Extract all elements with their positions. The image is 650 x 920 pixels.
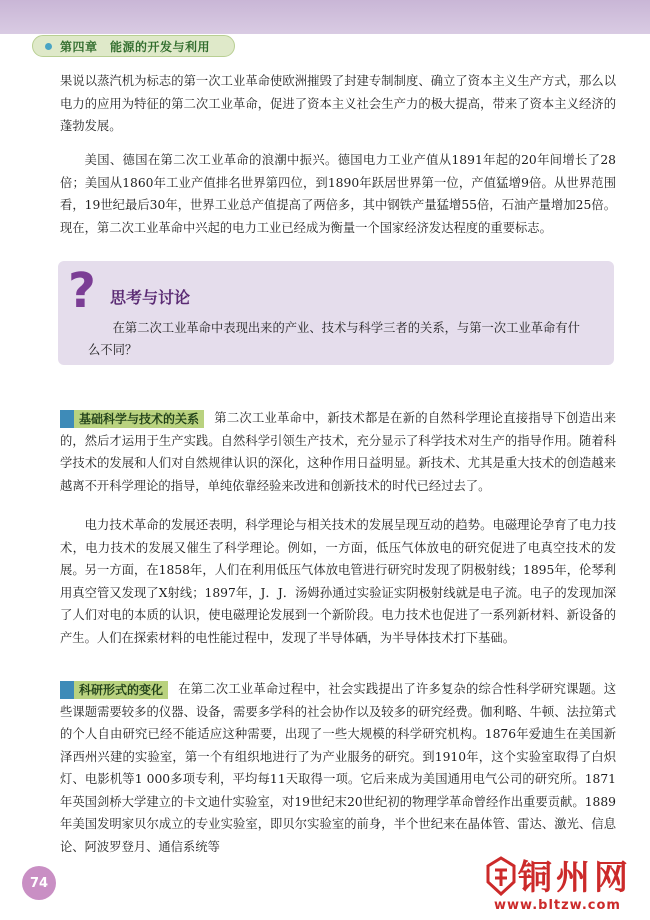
bullet-dot-icon — [45, 43, 52, 50]
watermark-logo-icon — [484, 856, 518, 896]
chapter-header — [32, 35, 235, 57]
chapter-title: 第四章 能源的开发与利用 — [60, 39, 211, 54]
section-science-tech-paragraph-1 — [60, 407, 616, 497]
section-research-form-text: 在第二次工业革命过程中，社会实践提出了许多复杂的综合性科学研究课题。这些课题需要较多的仪器、设备，需要多学科的社会协作以及较多的研究经费。伽利略、牛顿、法拉第式的个人自由研究已经不能适应这种需要，出现了一些大规模的科学研究机构。1876年爱迪生在美国新泽西州兴建的实验室，第一个有组织地进行了为产业服务的研究。到1910年，这个实验室取得了白炽灯、电影机等1 000多项专利，平均每11天取得一项。它后来成为美国通用电气公司的研究所。1871年英国剑桥大学建立的卡文迪什实验室，对19世纪末20世纪初的物理学革命曾经作出重要贡献。1889年美国发明家贝尔成立的专业实验室，即贝尔实验室的前身，半个世纪来在晶体管、雷达、激光、信息论、阿波罗登月、通信系统等 — [60, 682, 616, 854]
section-research-form-paragraph — [60, 678, 616, 858]
question-mark-icon: ? — [68, 263, 96, 319]
watermark-title: 铜州网 — [518, 858, 632, 898]
section-label-research-form: 科研形式的变化 — [60, 681, 168, 699]
think-discuss-box — [58, 261, 614, 365]
body-paragraph-2: 美国、德国在第二次工业革命的浪潮中振兴。德国电力工业产值从1891年起的20年间增长了28倍；美国从1860年工业产值排名世界第四位，到1890年跃居世界第一位，产值猛增9倍。从世界范围看，19世纪最后30年，世界工业总产值提高了两倍多，其中钢铁产量猛增55倍，石油产量增加25倍。现在，第二次工业革命中兴起的电力工业已经成为衡量一个国家经济发达程度的重要标志。 — [60, 153, 616, 235]
think-discuss-text: 在第二次工业革命中表现出来的产业、技术与科学三者的关系，与第一次工业革命有什么不同？ — [88, 321, 580, 357]
section-science-tech-text-1: 第二次工业革命中，新技术都是在新的自然科学理论直接指导下创造出来的，然后才运用于生产实践。自然科学引领生产技术，充分显示了科学技术对生产的指导作用。随着科学技术的发展和人们对自然规律认识的深化，这种作用日益明显。新技术、尤其是重大技术的创造越来越离不开科学理论的指导，单纯依靠经验来改进和创新技术的时代已经过去了。 — [60, 411, 616, 493]
page-number: 74 — [22, 866, 56, 900]
think-discuss-title: 思考与讨论 — [110, 288, 191, 307]
section-label-science-tech: 基础科学与技术的关系 — [60, 410, 204, 428]
section-science-tech-paragraph-2: 电力技术革命的发展还表明，科学理论与相关技术的发展呈现互动的趋势。电磁理论孕育了电力技术，电力技术的发展又催生了科学理论。例如，一方面，低压气体放电的研究促进了电真空技术的发展。另一方面，在1858年，人们在利用低压气体放电管进行研究时发现了阴极射线；1895年，伦琴利用真空管又发现了X射线；1897年，J．J．汤姆孙通过实验证实阴极射线就是电子流。电子的发现加深了人们对电的本质的认识，使电磁理论发展到一个新阶段。电力技术也促进了一系列新材料、新设备的产生。人们在探索材料的电性能过程中，发现了半导体硒，为半导体技术打下基础。 — [60, 518, 616, 645]
body-paragraph-1: 果说以蒸汽机为标志的第一次工业革命使欧洲摧毁了封建专制制度、确立了资本主义生产方式，那么以电力的应用为特征的第二次工业革命，促进了资本主义社会生产力的极大提高，带来了资本主义经济的蓬勃发展。 — [60, 74, 616, 133]
top-band — [0, 0, 650, 34]
watermark-url: www.bltzw.com — [494, 898, 621, 913]
watermark — [484, 850, 646, 918]
